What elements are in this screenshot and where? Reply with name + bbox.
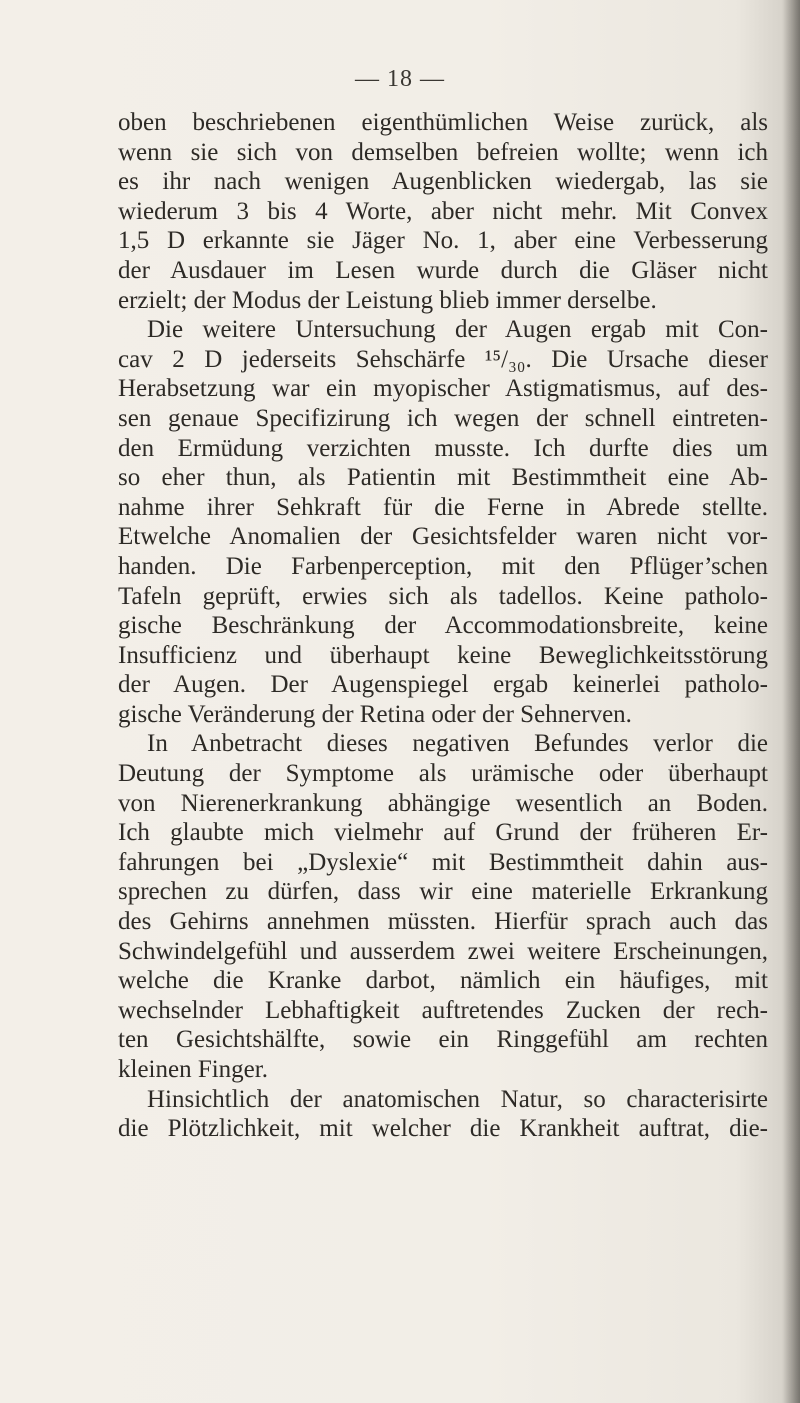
page-edge-shadow xyxy=(782,0,800,1403)
text-line: wiederum 3 bis 4 Worte, aber nicht mehr. Mit Convex xyxy=(118,197,768,225)
text-line: 1,5 D erkannte sie Jäger No. 1, aber eine Verbesserung xyxy=(118,227,768,255)
text-line: gische Beschränkung der Accommodationsbreite, keine xyxy=(118,612,768,640)
text-line: Ich glaubte mich vielmehr auf Grund der früheren Er- xyxy=(118,819,768,847)
text-line: welche die Kranke darbot, nämlich ein häufiges, mit xyxy=(118,967,768,995)
text-line: Herabsetzung war ein myopischer Astigmatismus, auf des- xyxy=(118,375,768,403)
text-line: oben beschriebenen eigenthümlichen Weise zurück, als xyxy=(118,109,768,136)
text-line: Die weitere Untersuchung der Augen ergab mit Con- xyxy=(147,316,768,344)
text-line: nahme ihrer Sehkraft für die Ferne in Abrede stellte. xyxy=(118,493,768,521)
text-line: der Augen. Der Augenspiegel ergab keinerlei patholo- xyxy=(118,671,768,699)
text-line: von Nierenerkrankung abhängige wesentlich an Boden. xyxy=(118,789,768,817)
text-line: Etwelche Anomalien der Gesichtsfelder waren nicht vor- xyxy=(118,523,768,551)
body-text xyxy=(118,108,768,1144)
text-line: In Anbetracht dieses negativen Befundes verlor die xyxy=(147,730,768,758)
page-number: — 18 — xyxy=(355,66,445,92)
text-line: der Ausdauer im Lesen wurde durch die Gläser nicht xyxy=(118,256,768,284)
text-line: Insufficienz und überhaupt keine Beweglichkeitsstörung xyxy=(118,641,768,669)
text-line: Schwindelgefühl und ausserdem zwei weitere Erscheinungen, xyxy=(118,937,768,965)
text-line: Deutung der Symptome als urämische oder überhaupt xyxy=(118,760,768,788)
text-line: cav 2 D jederseits Sehschärfe ¹⁵/₃₀. Die Ursache dieser xyxy=(118,345,768,373)
text-line: ten Gesichtshälfte, sowie ein Ringgefühl am rechten xyxy=(118,1026,768,1054)
text-line: wenn sie sich von demselben befreien wollte; wenn ich xyxy=(118,138,768,166)
text-line: Tafeln geprüft, erwies sich als tadellos. Keine patholo- xyxy=(118,582,768,610)
text-line: fahrungen bei „Dyslexie“ mit Bestimmtheit dahin aus- xyxy=(118,848,768,876)
text-line: den Ermüdung verzichten musste. Ich durfte dies um xyxy=(118,434,768,462)
text-line: handen. Die Farbenperception, mit den Pflüger’schen xyxy=(118,552,768,580)
text-line: erzielt; der Modus der Leistung blieb immer derselbe. xyxy=(118,286,657,314)
text-line: sen genaue Specifizirung ich wegen der schnell eintreten- xyxy=(118,404,768,432)
text-line: des Gehirns annehmen müssten. Hierfür sprach auch das xyxy=(118,908,768,936)
text-line: gische Veränderung der Retina oder der Sehnerven. xyxy=(118,700,632,728)
text-line: es ihr nach wenigen Augenblicken wiedergab, las sie xyxy=(118,168,768,196)
text-line: die Plötzlichkeit, mit welcher die Krankheit auftrat, die- xyxy=(118,1115,768,1143)
text-line: so eher thun, als Patientin mit Bestimmtheit eine Ab- xyxy=(118,464,768,492)
text-line: sprechen zu dürfen, dass wir eine materielle Erkrankung xyxy=(118,878,768,906)
text-line: Hinsichtlich der anatomischen Natur, so characterisirte xyxy=(147,1085,768,1113)
text-line: kleinen Finger. xyxy=(118,1056,268,1083)
text-line: wechselnder Lebhaftigkeit auftretendes Zucken der rech- xyxy=(118,996,768,1024)
